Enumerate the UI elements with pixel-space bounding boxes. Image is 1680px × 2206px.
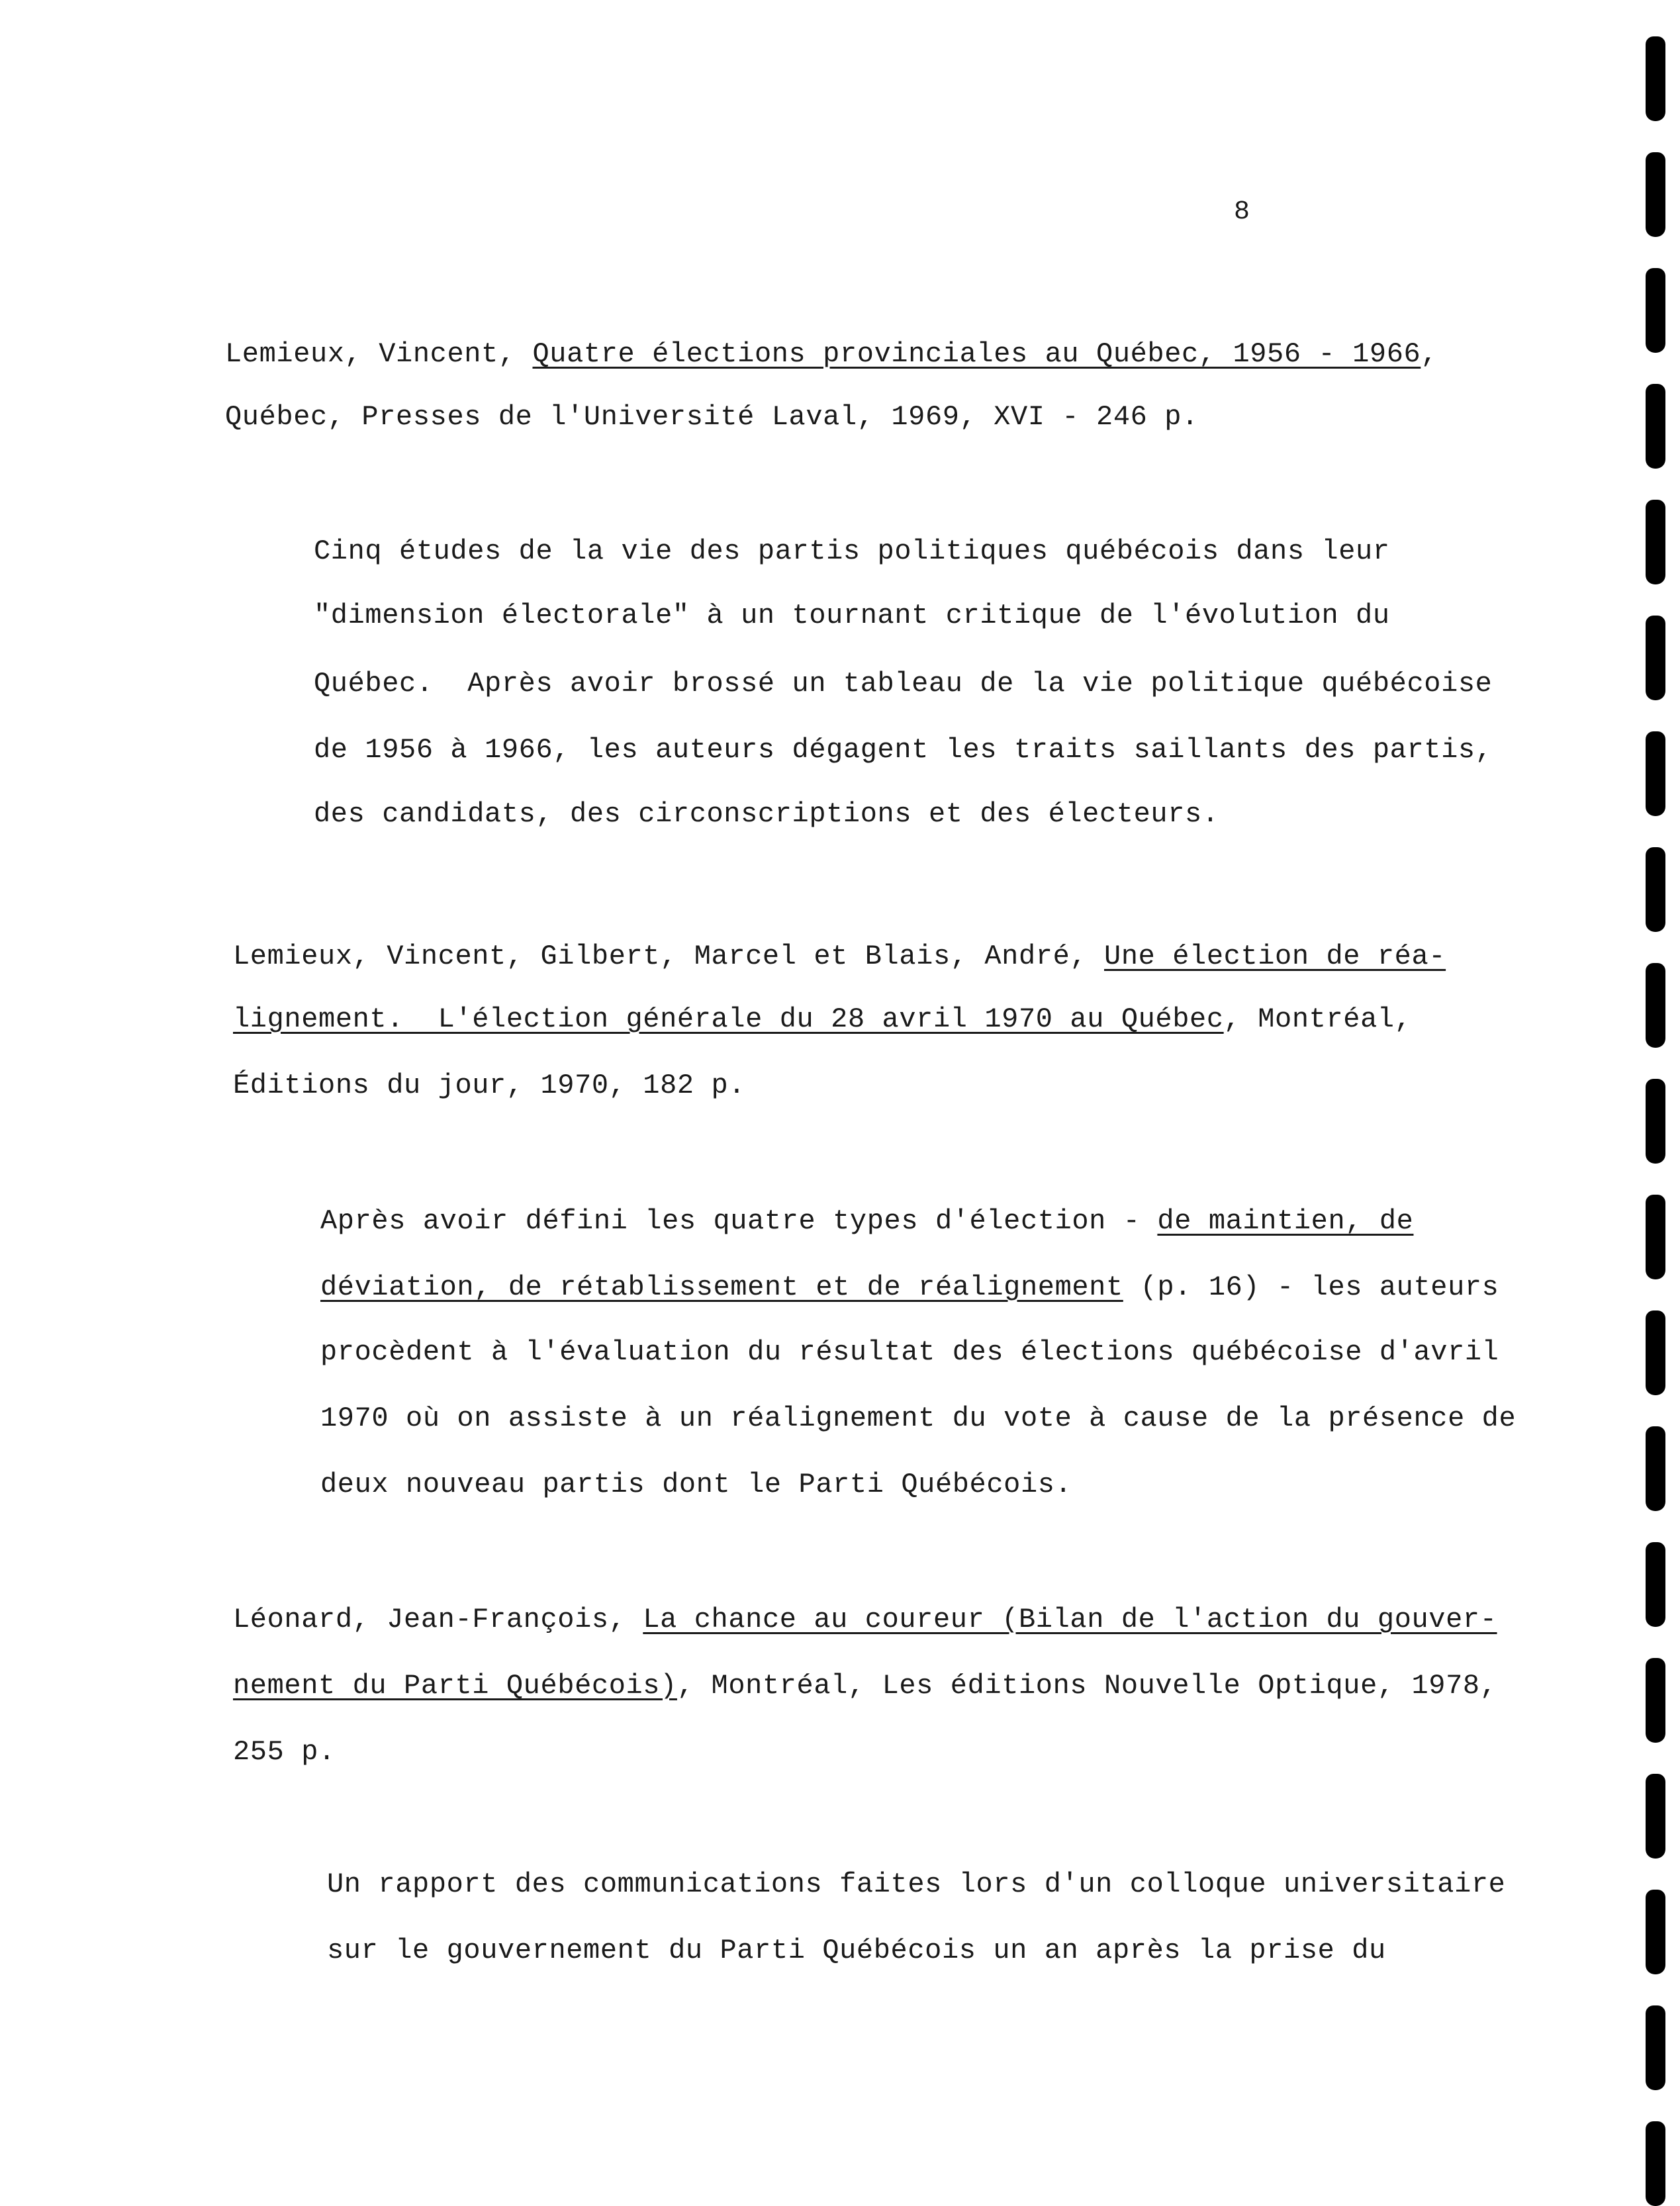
binding-hole xyxy=(1646,152,1665,237)
annotation-line xyxy=(320,1271,1499,1304)
text-segment: Lemieux, Vincent, xyxy=(225,338,533,370)
text-segment: Après avoir défini les quatre types d'élection - xyxy=(320,1205,1158,1237)
text-segment: "dimension électorale" à un tournant critique de l'évolution du xyxy=(314,600,1390,631)
title-segment: lignement. L'élection générale du 28 avril 1970 au Québec xyxy=(233,1003,1224,1035)
annotation-line xyxy=(327,1934,1386,1967)
citation-line xyxy=(233,1069,745,1102)
text-segment: Lemieux, Vincent, Gilbert, Marcel et Blais, André, xyxy=(233,941,1105,972)
binding-hole xyxy=(1646,1774,1665,1859)
citation-line xyxy=(233,1603,1497,1636)
binding-hole xyxy=(1646,963,1665,1048)
binding-hole xyxy=(1646,731,1665,816)
text-segment: sur le gouvernement du Parti Québécois un an après la prise du xyxy=(327,1935,1386,1966)
binding-hole xyxy=(1646,384,1665,469)
text-segment: Québec, Presses de l'Université Laval, 1969, XVI - 246 p. xyxy=(225,401,1199,433)
annotation-line xyxy=(320,1468,1072,1501)
text-segment: , Montréal, Les éditions Nouvelle Optique, 1978, xyxy=(677,1670,1497,1702)
page-number: 8 xyxy=(1234,197,1250,227)
binding-hole xyxy=(1646,268,1665,353)
text-segment: de 1956 à 1966, les auteurs dégagent les traits saillants des partis, xyxy=(314,734,1493,766)
text-segment: procèdent à l'évaluation du résultat des élections québécoise d'avril xyxy=(320,1336,1499,1368)
text-segment: (p. 16) - les auteurs xyxy=(1123,1271,1499,1303)
annotation-line xyxy=(320,1336,1499,1369)
binding-hole xyxy=(1646,2005,1665,2090)
annotation-line xyxy=(320,1205,1413,1238)
citation-line xyxy=(233,1003,1412,1036)
binding-hole xyxy=(1646,500,1665,584)
text-segment: 255 p. xyxy=(233,1736,336,1768)
binding-hole xyxy=(1646,36,1665,121)
binding-hole xyxy=(1646,1079,1665,1164)
title-segment: de maintien, de xyxy=(1157,1205,1414,1237)
binding-hole xyxy=(1646,847,1665,932)
binding-holes xyxy=(1646,36,1668,2187)
citation-line xyxy=(233,1669,1497,1702)
citation-line xyxy=(233,940,1446,973)
title-segment: Quatre élections provinciales au Québec, 1956 - 1966 xyxy=(532,338,1421,370)
text-segment: Un rapport des communications faites lors d'un colloque universitaire xyxy=(327,1868,1506,1900)
binding-hole xyxy=(1646,1542,1665,1627)
title-segment: déviation, de rétablissement et de réalignement xyxy=(320,1271,1123,1303)
text-segment: Léonard, Jean-François, xyxy=(233,1604,643,1635)
text-segment: Éditions du jour, 1970, 182 p. xyxy=(233,1070,746,1101)
binding-hole xyxy=(1646,1426,1665,1511)
text-segment: 1970 où on assiste à un réalignement du vote à cause de la présence de xyxy=(320,1402,1517,1434)
text-segment: Québec. Après avoir brossé un tableau de la vie politique québécoise xyxy=(314,668,1493,700)
text-segment: , Montréal, xyxy=(1223,1003,1412,1035)
binding-hole xyxy=(1646,1310,1665,1395)
binding-hole xyxy=(1646,2121,1665,2206)
title-segment: Une élection de réa- xyxy=(1104,941,1446,972)
text-segment: Cinq études de la vie des partis politiques québécois dans leur xyxy=(314,535,1390,567)
annotation-line xyxy=(314,535,1390,568)
citation-line xyxy=(225,400,1199,434)
annotation-line xyxy=(320,1402,1516,1435)
text-segment: , xyxy=(1421,338,1438,370)
binding-hole xyxy=(1646,1890,1665,1974)
annotation-line xyxy=(314,733,1492,766)
citation-line xyxy=(225,338,1438,371)
text-segment: des candidats, des circonscriptions et des électeurs. xyxy=(314,798,1219,830)
binding-hole xyxy=(1646,1195,1665,1279)
citation-line xyxy=(233,1735,336,1769)
annotation-line xyxy=(314,798,1219,831)
annotation-line xyxy=(314,599,1390,632)
binding-hole xyxy=(1646,616,1665,700)
annotation-line xyxy=(327,1868,1505,1901)
title-segment: nement du Parti Québécois) xyxy=(233,1670,677,1702)
binding-hole xyxy=(1646,1658,1665,1743)
text-segment: deux nouveau partis dont le Parti Québécois. xyxy=(320,1469,1072,1500)
annotation-line xyxy=(314,667,1492,700)
title-segment: La chance au coureur (Bilan de l'action du gouver- xyxy=(643,1604,1497,1635)
